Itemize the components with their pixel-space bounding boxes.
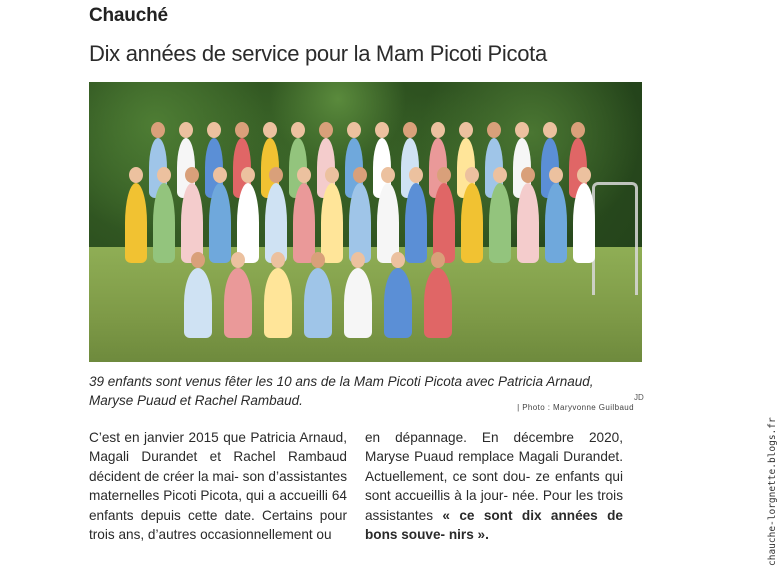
person-head: [381, 167, 395, 183]
person-head: [515, 122, 529, 138]
person-head: [241, 167, 255, 183]
person-head: [351, 252, 365, 268]
group-photo: [89, 82, 642, 362]
source-watermark: chauche-lorgnette.blogs.fr: [767, 417, 778, 566]
person-head: [431, 252, 445, 268]
person-head: [431, 122, 445, 138]
article-column-1: [89, 428, 347, 544]
person-head: [235, 122, 249, 138]
person-silhouette: [237, 183, 259, 263]
person-head: [521, 167, 535, 183]
person-silhouette: [349, 183, 371, 263]
person-silhouette: [461, 183, 483, 263]
photo-caption: [89, 372, 634, 417]
person-head: [291, 122, 305, 138]
person-head: [311, 252, 325, 268]
person-silhouette: [265, 183, 287, 263]
person-silhouette: [424, 268, 452, 338]
person-silhouette: [184, 268, 212, 338]
person-head: [151, 122, 165, 138]
person-silhouette: [304, 268, 332, 338]
person-head: [391, 252, 405, 268]
person-head: [577, 167, 591, 183]
person-silhouette: [377, 183, 399, 263]
person-head: [353, 167, 367, 183]
person-head: [297, 167, 311, 183]
person-silhouette: [405, 183, 427, 263]
person-silhouette: [181, 183, 203, 263]
person-silhouette: [153, 183, 175, 263]
person-head: [179, 122, 193, 138]
column-2-text: en dépannage. En décembre 2020, Maryse Puaud remplace Magali Durandet. Actuellement, ce sont dou- ze enfants qui sont accueillis à la jour- née. Pour les trois assistantes: [365, 430, 623, 523]
person-head: [487, 122, 501, 138]
article-column-2: [365, 428, 623, 544]
person-head: [185, 167, 199, 183]
person-silhouette: [545, 183, 567, 263]
person-head: [191, 252, 205, 268]
person-silhouette: [125, 183, 147, 263]
person-silhouette: [344, 268, 372, 338]
person-head: [269, 167, 283, 183]
person-head: [571, 122, 585, 138]
person-head: [437, 167, 451, 183]
article-headline: Dix années de service pour la Mam Picoti Picota: [89, 41, 547, 66]
person-silhouette: [384, 268, 412, 338]
person-head: [493, 167, 507, 183]
person-head: [549, 167, 563, 183]
person-silhouette: [321, 183, 343, 263]
person-head: [157, 167, 171, 183]
person-head: [465, 167, 479, 183]
person-head: [213, 167, 227, 183]
photo-initials: JD: [634, 393, 644, 402]
person-silhouette: [517, 183, 539, 263]
photo-credit: | Photo : Maryvonne Guilbaud: [517, 403, 634, 412]
person-silhouette: [224, 268, 252, 338]
person-silhouette: [489, 183, 511, 263]
caption-text: 39 enfants sont venus fêter les 10 ans de la Mam Picoti Picota avec Patricia Arnaud, Maryse Puaud et Rachel Rambaud.: [89, 374, 594, 408]
person-head: [319, 122, 333, 138]
person-silhouette: [264, 268, 292, 338]
garden-chair: [592, 182, 638, 295]
person-head: [543, 122, 557, 138]
column-2-quote: « ce sont dix années de bons souve- nirs ».: [365, 507, 623, 543]
person-head: [375, 122, 389, 138]
person-silhouette: [573, 183, 595, 263]
person-head: [409, 167, 423, 183]
person-head: [459, 122, 473, 138]
column-1-text: C’est en janvier 2015 que Patricia Arnaud, Magali Durandet et Rachel Rambaud décident de créer la mai- son d’assistantes maternelles Picoti Picota, qui a accueilli 64 enfants depuis cette date. Certains pour trois ans, d’autres occasionnellement ou: [89, 430, 347, 543]
person-head: [263, 122, 277, 138]
person-head: [207, 122, 221, 138]
person-head: [129, 167, 143, 183]
person-head: [231, 252, 245, 268]
person-head: [347, 122, 361, 138]
person-silhouette: [209, 183, 231, 263]
person-silhouette: [293, 183, 315, 263]
person-head: [403, 122, 417, 138]
person-silhouette: [433, 183, 455, 263]
person-head: [325, 167, 339, 183]
section-label: Chauché: [89, 5, 168, 26]
person-head: [271, 252, 285, 268]
